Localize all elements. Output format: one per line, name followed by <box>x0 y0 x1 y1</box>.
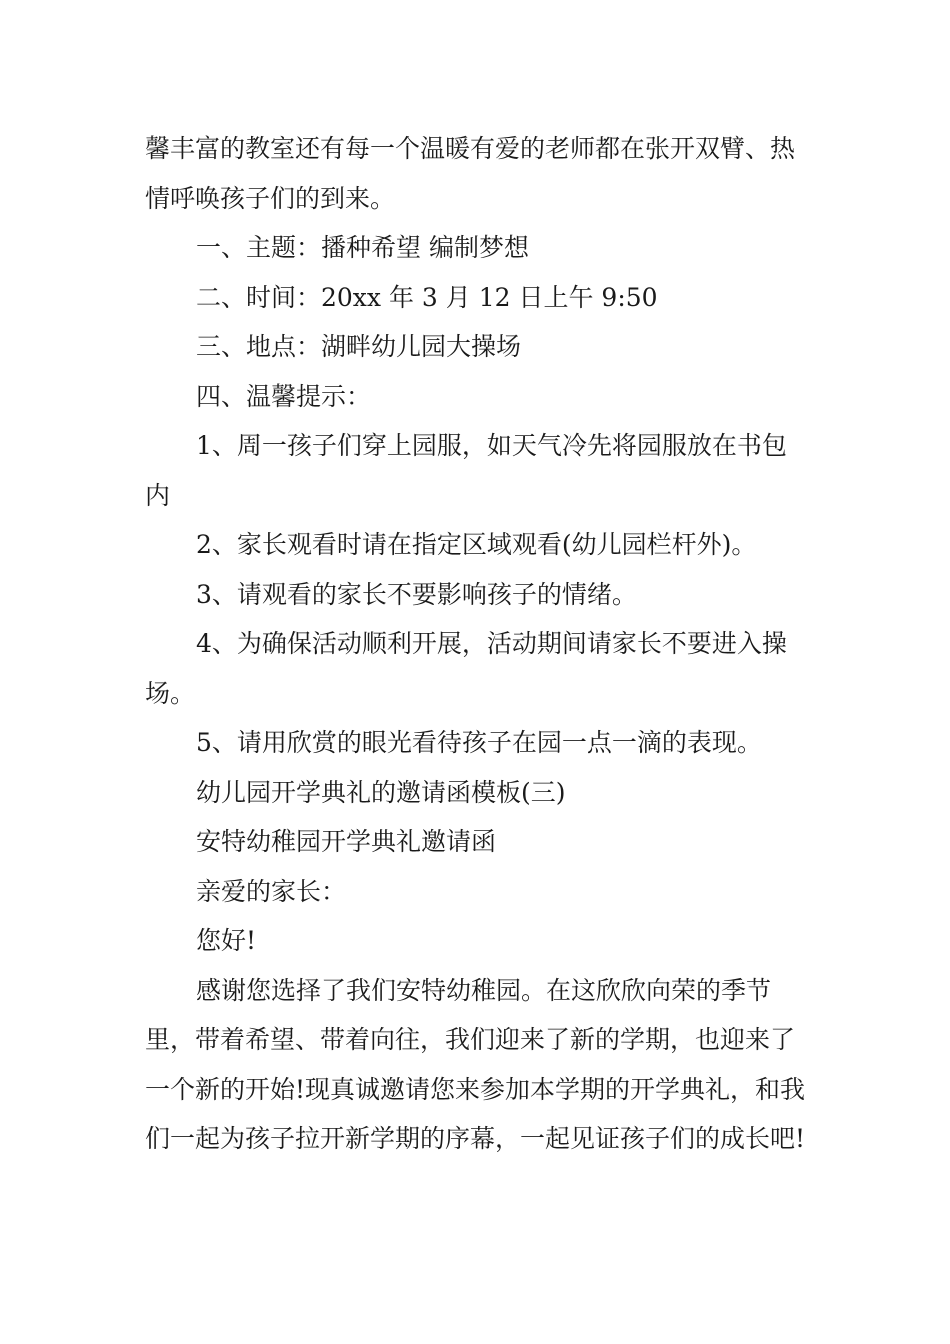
salutation: 亲爱的家长： <box>196 876 347 906</box>
document-body <box>145 124 810 1164</box>
paragraph-time: 二、时间：20xx 年 3 月 12 日上午 9:50 <box>196 282 658 312</box>
paragraph-tip-3: 3、请观看的家长不要影响孩子的情绪。 <box>196 579 637 609</box>
paragraph-theme: 一、主题：播种希望 编制梦想 <box>196 233 529 262</box>
paragraph-tip-5: 5、请用欣赏的眼光看待孩子在园一点一滴的表现。 <box>196 728 762 757</box>
paragraph-tip-4: 4、为确保活动顺利开展，活动期间请家长不要进入操场。 <box>145 629 787 708</box>
paragraph-tip-1: 1、周一孩子们穿上园服，如天气冷先将园服放在书包内 <box>145 431 787 510</box>
greeting: 您好! <box>196 926 257 955</box>
paragraph-continuation: 馨丰富的教室还有每一个温暖有爱的老师都在张开双臂、热情呼唤孩子们的到来。 <box>145 134 796 213</box>
section-title: 幼儿园开学典礼的邀请函模板(三) <box>196 777 566 807</box>
paragraph-invitation-body: 感谢您选择了我们安特幼稚园。在这欣欣向荣的季节里，带着希望、带着向往，我们迎来了新的学期，也迎来了一个新的开始!现真诚邀请您来参加本学期的开学典礼，和我们一起为孩子拉开新学期的序幕，一起见证孩子们的成长吧! <box>145 975 806 1153</box>
paragraph-tips-heading: 四、温馨提示： <box>196 381 372 411</box>
paragraph-tip-2: 2、家长观看时请在指定区域观看(幼儿园栏杆外)。 <box>196 530 757 559</box>
invitation-title: 安特幼稚园开学典礼邀请函 <box>196 827 497 856</box>
paragraph-location: 三、地点：湖畔幼儿园大操场 <box>196 332 522 361</box>
